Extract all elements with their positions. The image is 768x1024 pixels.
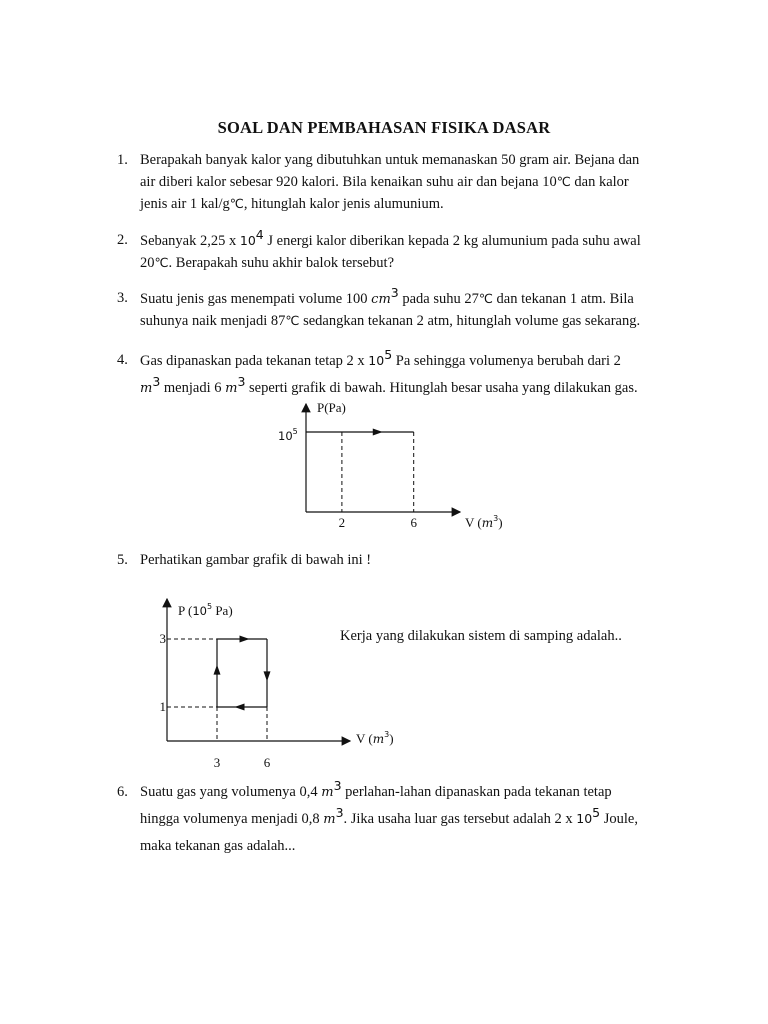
label-base: 10 [192, 604, 207, 618]
text-run: , hitunglah kalor jenis alumunium. [243, 196, 444, 212]
label-close: ) [389, 731, 394, 746]
m-unit: m [323, 812, 336, 827]
text-run: . Berapakah suhu akhir balok tersebut? [168, 255, 395, 271]
celsius-unit: ℃ [229, 196, 244, 211]
text-run: . Jika usaha luar gas tersebut adalah 2 x [343, 811, 577, 827]
text-run: pada suhu 27 [398, 291, 479, 307]
text-run: Pa sehingga volumenya berubah dari 2 [392, 353, 621, 369]
label-exponent: 3 [493, 514, 499, 523]
side-question-text: Kerja yang dilakukan sistem di samping adalah.. [340, 628, 622, 644]
question-line [140, 779, 677, 806]
question-line [140, 252, 677, 274]
question-number: 5. [117, 552, 128, 568]
text-run: jenis air 1 kal/g [140, 196, 230, 212]
text-run: Gas dipanaskan pada tekanan tetap 2 x [140, 353, 369, 369]
question-line [140, 347, 677, 375]
text-run: hingga volumenya menjadi 0,8 [140, 811, 324, 827]
power-exponent: 3 [333, 778, 342, 793]
x-axis-label [465, 514, 503, 530]
text-run: Suatu gas yang volumenya 0,4 [140, 784, 322, 800]
celsius-unit: ℃ [154, 255, 169, 270]
question-number: 1. [117, 152, 128, 168]
question-line [140, 285, 677, 310]
question-3 [117, 285, 677, 332]
y-axis-label: P(Pa) [317, 400, 346, 415]
power-exponent: 5 [384, 347, 393, 362]
x-tick-label: 6 [263, 755, 271, 770]
question-body [140, 550, 677, 571]
celsius-unit: ℃ [556, 174, 571, 189]
question-body [140, 227, 677, 274]
direction-arrow [214, 665, 221, 675]
label-text: V ( [465, 515, 482, 530]
question-line [140, 806, 677, 833]
direction-arrow [264, 671, 271, 681]
question-body [140, 347, 677, 402]
text-run: dan tekanan 1 atm. Bila [492, 291, 634, 307]
question-line: Perhatikan gambar grafik di bawah ini ! [140, 552, 372, 568]
label-pre: P ( [178, 603, 193, 618]
question-number: 6. [117, 784, 128, 800]
m-unit: m [140, 381, 153, 396]
label-exponent: 3 [384, 730, 390, 739]
x-axis-label [356, 730, 394, 746]
x-tick-label: 6 [410, 515, 417, 530]
direction-arrow [373, 429, 383, 436]
power-base: 10 [368, 353, 385, 368]
question-body [140, 285, 677, 332]
text-run: sedangkan tekanan 2 atm, hitunglah volume gas sekarang. [299, 313, 641, 329]
text-run: dan kalor [570, 174, 629, 190]
celsius-unit: ℃ [285, 313, 300, 328]
power-base: 10 [239, 233, 256, 248]
text-run: Sebanyak 2,25 x [140, 233, 240, 249]
question-line [140, 310, 677, 332]
question-line: Berapakah banyak kalor yang dibutuhkan untuk memanaskan 50 gram air. Bejana dan [140, 152, 640, 168]
question-line [140, 171, 677, 193]
page-title: SOAL DAN PEMBAHASAN FISIKA DASAR [217, 118, 551, 137]
tick-base: 10 [278, 429, 293, 443]
question-5 [117, 550, 677, 571]
question-4 [117, 347, 677, 402]
label-exponent: 5 [206, 602, 213, 611]
question-body [140, 150, 677, 215]
label-text: V ( [356, 731, 373, 746]
power-exponent: 3 [335, 805, 344, 820]
question-number: 3. [117, 290, 128, 306]
text-run: perlahan-lahan dipanaskan pada tekanan tetap [341, 784, 612, 800]
question-line [140, 227, 677, 252]
question-1 [117, 150, 677, 215]
text-run: suhunya naik menjadi 87 [140, 313, 286, 329]
question-2 [117, 227, 677, 274]
question-line [140, 193, 677, 215]
text-run: J energi kalor diberikan kepada 2 kg alumunium pada suhu awal [263, 233, 641, 249]
label-unit: m [372, 732, 385, 746]
tick-exponent: 5 [292, 427, 298, 436]
x-tick-label: 2 [338, 515, 346, 530]
label-unit: m [481, 516, 494, 530]
pv-graph-2 [140, 595, 420, 775]
text-run: menjadi 6 [160, 380, 226, 396]
direction-arrow [240, 636, 250, 643]
m-unit: m [225, 381, 238, 396]
x-tick-label: 3 [213, 755, 221, 770]
question-6 [117, 779, 677, 859]
power-exponent: 3 [152, 374, 161, 389]
y-tick-label [278, 427, 298, 443]
text-run: Suatu jenis gas menempati volume 100 [140, 291, 372, 307]
y-tick-label: 3 [159, 631, 166, 646]
text-run: seperti grafik di bawah. Hitunglah besar usaha yang dilakukan gas. [245, 380, 638, 396]
cm-unit: cm [371, 292, 391, 307]
power-exponent: 3 [237, 374, 246, 389]
text-run: air diberi kalor sebesar 920 kalori. Bila kenaikan suhu air dan bejana 10 [140, 174, 557, 190]
power-exponent: 5 [592, 805, 601, 820]
pv-graph-1 [270, 398, 530, 538]
question-body [140, 779, 677, 859]
y-axis-label [178, 602, 233, 618]
question-number: 4. [117, 352, 128, 368]
text-run: Joule, [600, 811, 638, 827]
m-unit: m [321, 785, 334, 800]
label-post: Pa) [212, 603, 233, 618]
text-run: 20 [140, 255, 155, 271]
power-exponent: 3 [390, 285, 399, 300]
power-exponent: 4 [255, 227, 264, 242]
celsius-unit: ℃ [478, 291, 493, 306]
power-base: 10 [576, 811, 593, 826]
direction-arrow [235, 704, 245, 711]
question-line: maka tekanan gas adalah... [140, 838, 296, 854]
y-tick-label: 1 [159, 699, 166, 714]
label-close: ) [498, 515, 503, 530]
question-number: 2. [117, 232, 128, 248]
